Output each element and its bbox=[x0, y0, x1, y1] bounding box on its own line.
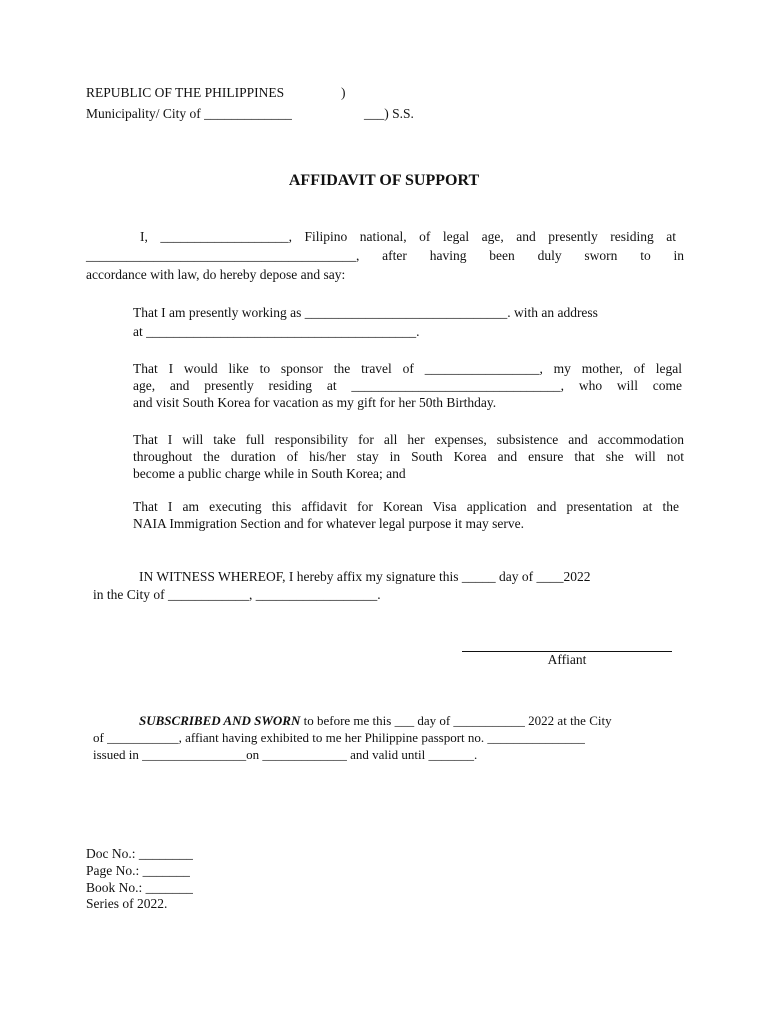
intro-line-2: ________________________________________, after having been duly sworn to in bbox=[86, 248, 684, 263]
footer-doc-no: Doc No.: ________ bbox=[86, 846, 193, 861]
para3-line-2: throughout the duration of his/her stay in South Korea and ensure that she will not bbox=[133, 449, 684, 464]
para3-line-1: That I will take full responsibility for all her expenses, subsistence and accommodation bbox=[133, 432, 684, 447]
header-republic: REPUBLIC OF THE PHILIPPINES bbox=[86, 85, 285, 100]
witness-line-2: in the City of ____________, __________________. bbox=[93, 587, 381, 602]
jurat-line-1-rest: to before me this ___ day of ___________ 2022 at the City bbox=[300, 713, 612, 728]
para3-line-3: become a public charge while in South Korea; and bbox=[133, 466, 406, 481]
footer-page-no: Page No.: _______ bbox=[86, 863, 190, 878]
para1-line-2: at ________________________________________. bbox=[133, 324, 420, 339]
para2-line-3: and visit South Korea for vacation as my gift for her 50th Birthday. bbox=[133, 395, 497, 410]
jurat-line-1 bbox=[139, 712, 612, 729]
document-title: AFFIDAVIT OF SUPPORT bbox=[288, 172, 480, 189]
footer-series: Series of 2022. bbox=[86, 896, 168, 911]
footer-book-no: Book No.: _______ bbox=[86, 880, 193, 895]
header-ss: ___) S.S. bbox=[364, 106, 414, 121]
jurat-bold-text: SUBSCRIBED AND SWORN bbox=[139, 713, 301, 728]
para2-line-2: age, and presently residing at _______________________________, who will come bbox=[133, 378, 682, 393]
para4-line-1: That I am executing this affidavit for Korean Visa application and presentation at the bbox=[133, 499, 679, 514]
header-municipality: Municipality/ City of _____________ bbox=[86, 106, 292, 121]
intro-line-3: accordance with law, do hereby depose and say: bbox=[86, 267, 346, 282]
para2-line-1: That I would like to sponsor the travel of _________________, my mother, of legal bbox=[133, 361, 682, 376]
para1-line-1: That I am presently working as ______________________________. with an address bbox=[133, 305, 598, 320]
header-paren: ) bbox=[341, 85, 346, 100]
witness-line-1: IN WITNESS WHEREOF, I hereby affix my signature this _____ day of ____2022 bbox=[139, 569, 591, 584]
jurat-line-3: issued in ________________on _____________ and valid until _______. bbox=[93, 747, 478, 762]
affiant-label: Affiant bbox=[547, 652, 587, 667]
para4-line-2: NAIA Immigration Section and for whatever legal purpose it may serve. bbox=[133, 516, 525, 531]
jurat-line-2: of ___________, affiant having exhibited to me her Philippine passport no. _______________ bbox=[93, 730, 585, 745]
intro-line-1: I, ___________________, Filipino national, of legal age, and presently residing at bbox=[140, 229, 676, 244]
